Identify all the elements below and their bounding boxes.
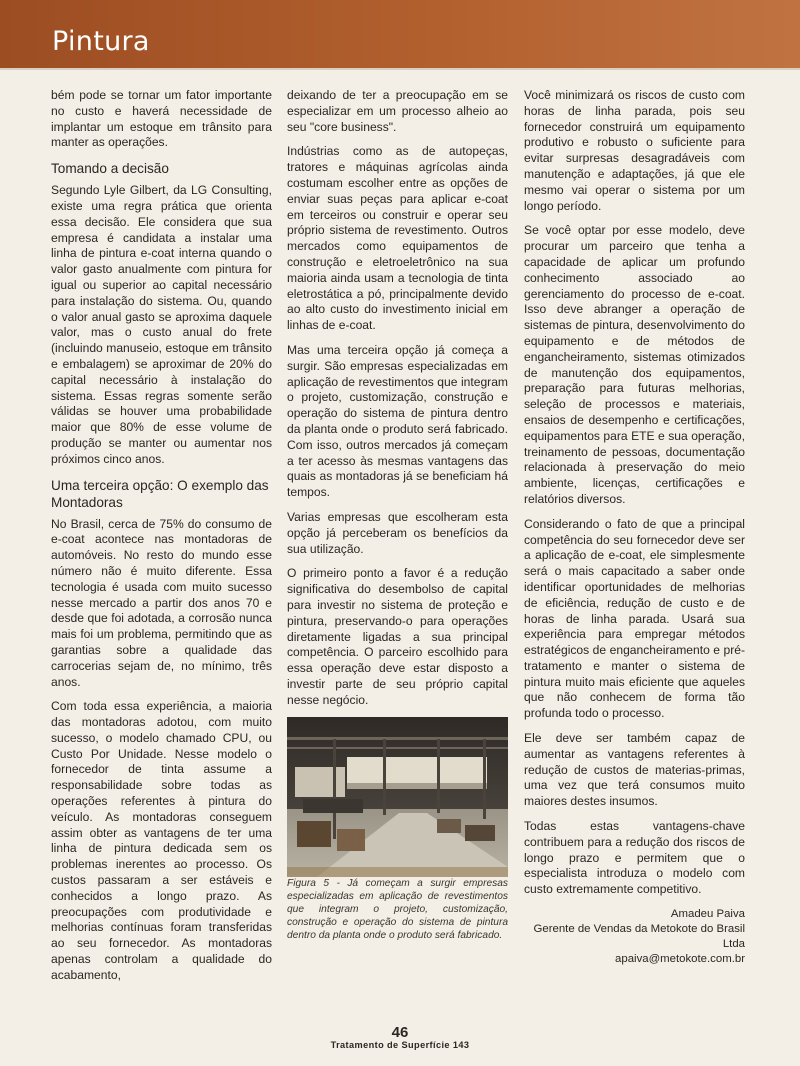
paragraph: Considerando o fato de que a principal competência do seu fornecedor deve ser a aplicação de e-coat, ele simplesmente será o mais capacitado a saber onde identificar oportunidades de melhorias de eficiência, redução de custo e de horas de linha parada. Usará sua experiência para empregar métodos estratégicos de engancheiramento e pré-tratamento e manter o sistema de pintura muito mais eficiente que aqueles que não conhecem de forma tão profunda todo o processo. [524, 516, 745, 721]
figure-caption: Figura 5 - Já começam a surgir empresas especializadas em aplicação de revestimentos que integram o projeto, customização, construção e operação do sistema de pintura dentro da planta onde o produto será fabricado. [287, 878, 508, 942]
paragraph: Ele deve ser também capaz de aumentar as vantagens referentes à redução de custos de materias-primas, uma vez que terá consumos muito maiores destes insumos. [524, 731, 745, 809]
author-signature [524, 907, 745, 967]
paragraph: No Brasil, cerca de 75% do consumo de e-coat acontece nas montadoras de automóveis. No resto do mundo esse número não é muito diferente. Essa tecnologia é usada com muito sucesso nesse mercado a partir dos anos 70 e desde que foi adotada, a corrosão nunca mais foi um problema, permitindo que as garantias sobre a qualidade das carrocerias sejam de, no mínimo, três anos. [51, 516, 272, 689]
section-heading: Uma terceira opção: O exemplo das Montadoras [51, 477, 269, 510]
paragraph: Varias empresas que escolheram esta opção já perceberam os benefícios da sua utilização. [287, 509, 508, 556]
paragraph: bém pode se tornar um fator importante no custo e haverá necessidade de implantar um estoque em trânsito para manter as operações. [51, 88, 272, 150]
publication-title: Tratamento de Superfície 143 [330, 1040, 470, 1050]
paragraph: Você minimizará os riscos de custo com horas de linha parada, pois seu fornecedor construirá um equipamento produtivo e robusto o suficiente para evitar surpresas desagradáveis com manutenção e adaptações, já que ele mesmo vai operar o sistema por um longo período. [524, 88, 745, 213]
paragraph: Todas estas vantagens-chave contribuem para a redução dos riscos de longo prazo e permitem que o especialista introduza o modelo com custo extremamente competitivo. [524, 819, 745, 897]
author-role: Gerente de Vendas da Metokote do Brasil Ltda [533, 923, 745, 951]
column-1 [51, 88, 272, 993]
paragraph: Segundo Lyle Gilbert, da LG Consulting, existe uma regra prática que orienta essa decisão. Ele considera que sua empresa é candidata a instalar uma linha de pintura e-coat interna quando o valor gasto anualmente com pintura for igual ou superior ao capital necessário para instalação do sistema. Ou, quando o valor anual gasto se aproxima daquele valor, mas o custo anual do frete (incluindo manuseio, estoque em trânsito e embalagem) se aproximar de 20% do capital necessário à instalação do sistema. Essas regras somente serão válidas se houver uma probabilidade maior que 80% de esse volume de produção se manter ou aumentar nos próximos cinco anos. [51, 183, 272, 466]
section-heading: Tomando a decisão [51, 161, 169, 177]
header-divider [0, 68, 800, 70]
paragraph: deixando de ter a preocupação em se especializar em um processo alheio ao seu "core business". [287, 88, 508, 134]
paragraph: Se você optar por esse modelo, deve procurar um parceiro que tenha a capacidade de aplicar um profundo conhecimento associado ao gerenciamento do processo de e-coat. Isso deve abranger a operação de sistemas de pintura, desenvolvimento do equipamento e de métodos de engancheiramento, sistemas otimizados de manutenção dos equipamentos, preparação para futuras melhorias, seleção de processos e materiais, ensaios de desempenho e certificações, equipamentos para ETE e sua operação, treinamento de pessoas, documentação relacionada à preservação do meio ambiente, licenças, certificações e relatórios diversos. [524, 223, 745, 506]
column-2 [287, 88, 508, 951]
factory-photo [287, 717, 508, 877]
paragraph: Indústrias como as de autopeças, tratores e máquinas agrícolas ainda costumam escolher entre as opções de enviar suas peças para aplicar e-coat em terceiros ou construir e operar seu próprio sistema de revestimento. Outros mercados como equipamentos de construção e eletroeletrônico na sua maioria ainda usam a tecnologia de tinta eletrostática a pó, principalmente devido ao alto custo do investimento inicial em linhas de e-coat. [287, 144, 508, 333]
paragraph: Com toda essa experiência, a maioria das montadoras adotou, com muito sucesso, o modelo chamado CPU, ou Custo Por Unidade. Nesse modelo o fornecedor de tinta assume a responsabilidade sobre todas as operações referentes à pintura do veículo. As montadoras conseguem assim obter as vantagens de ter uma linha de pintura dedicada sem os problemas inerentes ao processo. Os custos passaram a ser estáveis e conhecidos a longo prazo. As preocupações com produtividade e melhorias contínuas foram transferidas ao seu fornecedor. As montadoras apenas controlam a qualidade do acabamento, [51, 699, 272, 982]
author-name: Amadeu Paiva [670, 908, 745, 921]
paragraph: O primeiro ponto a favor é a redução significativa do desembolso de capital para investir no sistema de proteção e pintura, preservando-o para operações diretamente ligadas a sua principal competência. O parceiro escolhido para essa operação deve estar disposto a investir parte de seu próprio capital nesse negócio. [287, 566, 508, 707]
paragraph: Mas uma terceira opção já começa a surgir. São empresas especializadas em aplicação de revestimentos que integram o projeto, customização, construção e operação do sistema de pintura dentro da planta onde o produto será fabricado. Com isso, outros mercados já começam a ter acesso às mesmas vantagens das quais as montadoras já se beneficiam há tempos. [287, 342, 508, 500]
column-3 [524, 88, 745, 967]
figure-5 [287, 717, 508, 942]
section-title: Pintura [52, 26, 150, 57]
author-email: apaiva@metokote.com.br [615, 953, 745, 966]
page-number: 46 [391, 1024, 409, 1041]
